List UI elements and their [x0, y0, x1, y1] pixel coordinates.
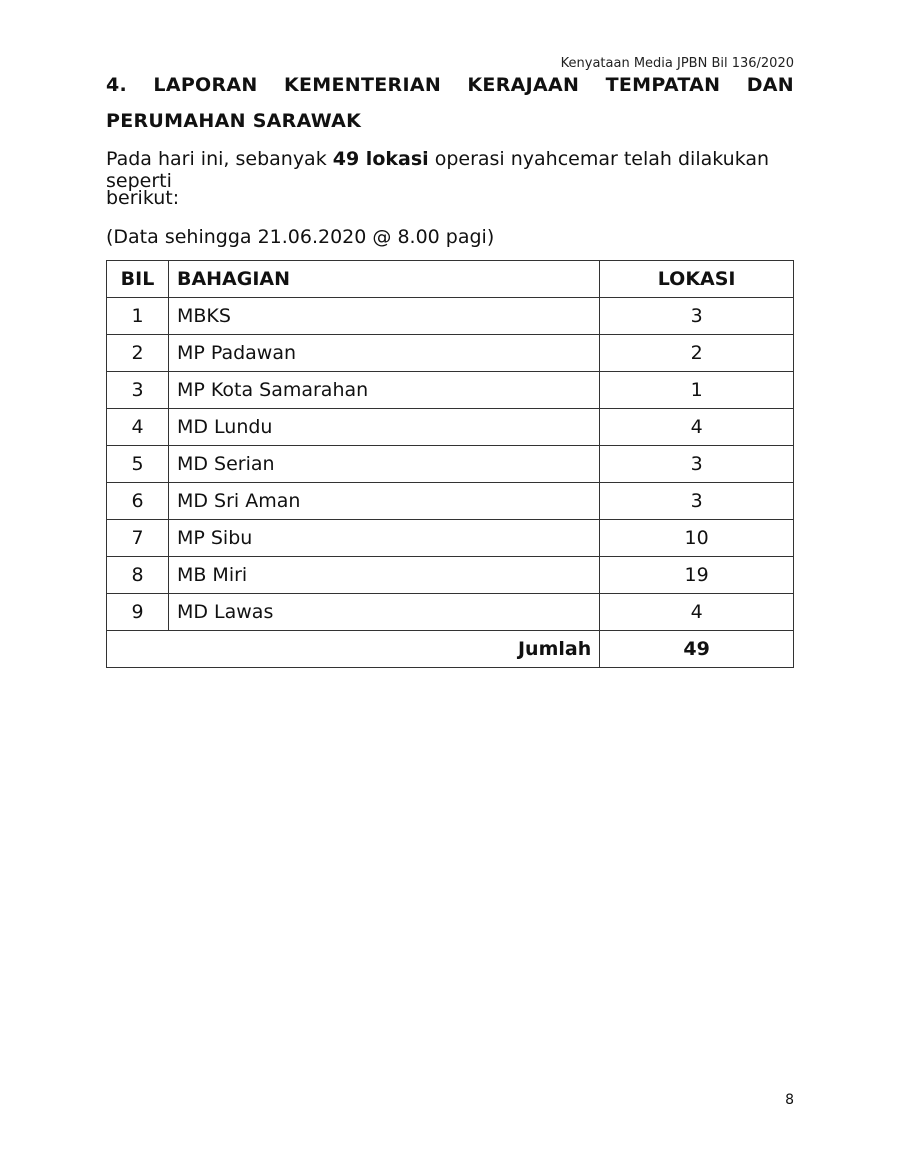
cell-bahagian: MP Kota Samarahan: [168, 372, 599, 409]
intro-paragraph: [106, 148, 796, 192]
cell-lokasi: 3: [600, 483, 794, 520]
table-row: [107, 298, 794, 335]
table-row: [107, 483, 794, 520]
cell-bil: 4: [107, 409, 169, 446]
cell-bahagian: MBKS: [168, 298, 599, 335]
cell-bahagian: MP Padawan: [168, 335, 599, 372]
table-row: [107, 335, 794, 372]
heading-word: LAPORAN: [153, 74, 258, 96]
cell-lokasi: 3: [600, 298, 794, 335]
heading-word: DAN: [746, 74, 794, 96]
cell-lokasi: 2: [600, 335, 794, 372]
cell-lokasi: 19: [600, 557, 794, 594]
section-heading-line1: [106, 74, 794, 96]
heading-word: KERAJAAN: [467, 74, 580, 96]
table-row: [107, 409, 794, 446]
table-header-row: [107, 261, 794, 298]
table-total-row: [107, 631, 794, 668]
header-bahagian: BAHAGIAN: [168, 261, 599, 298]
intro-paragraph-continued: berikut:: [106, 187, 180, 209]
page-number: 8: [785, 1092, 794, 1108]
table-row: [107, 446, 794, 483]
cell-lokasi: 10: [600, 520, 794, 557]
cell-bil: 6: [107, 483, 169, 520]
location-table: [106, 260, 794, 668]
cell-bahagian: MD Sri Aman: [168, 483, 599, 520]
cell-bahagian: MD Lundu: [168, 409, 599, 446]
cell-lokasi: 1: [600, 372, 794, 409]
cell-bahagian: MP Sibu: [168, 520, 599, 557]
data-note: (Data sehingga 21.06.2020 @ 8.00 pagi): [106, 226, 495, 248]
table-row: [107, 372, 794, 409]
intro-highlight: 49 lokasi: [332, 148, 429, 170]
total-label: Jumlah: [107, 631, 600, 668]
header-bil: BIL: [107, 261, 169, 298]
cell-bil: 9: [107, 594, 169, 631]
total-value: 49: [600, 631, 794, 668]
header-lokasi: LOKASI: [600, 261, 794, 298]
table-row: [107, 520, 794, 557]
heading-word: TEMPATAN: [605, 74, 721, 96]
cell-bahagian: MD Serian: [168, 446, 599, 483]
cell-lokasi: 4: [600, 409, 794, 446]
cell-bil: 7: [107, 520, 169, 557]
table-row: [107, 594, 794, 631]
intro-text-after: operasi nyahcemar telah dilakukan seperti: [106, 148, 770, 192]
cell-bil: 1: [107, 298, 169, 335]
cell-bahagian: MD Lawas: [168, 594, 599, 631]
cell-bil: 2: [107, 335, 169, 372]
cell-bahagian: MB Miri: [168, 557, 599, 594]
table-row: [107, 557, 794, 594]
heading-word: 4.: [106, 74, 128, 96]
cell-lokasi: 3: [600, 446, 794, 483]
cell-bil: 8: [107, 557, 169, 594]
heading-word: KEMENTERIAN: [284, 74, 442, 96]
cell-bil: 3: [107, 372, 169, 409]
intro-text-before: Pada hari ini, sebanyak: [106, 148, 333, 170]
cell-lokasi: 4: [600, 594, 794, 631]
cell-bil: 5: [107, 446, 169, 483]
document-reference: Kenyataan Media JPBN Bil 136/2020: [560, 56, 794, 71]
section-heading-line2: PERUMAHAN SARAWAK: [106, 110, 362, 132]
